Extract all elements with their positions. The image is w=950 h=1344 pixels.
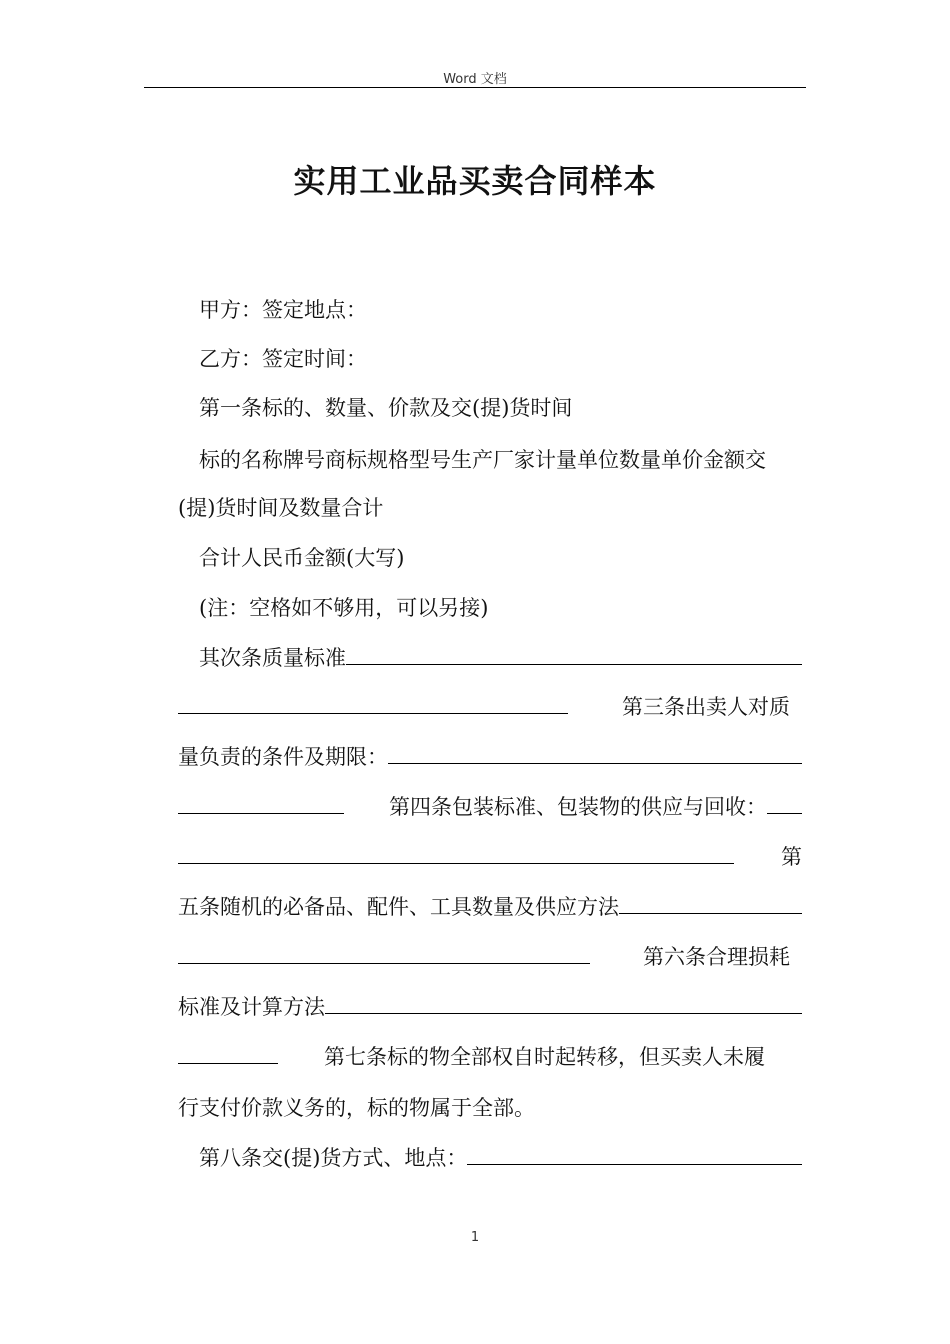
text: 标准及计算方法 [178,995,325,1019]
paragraph-article-6-cont [178,993,802,1021]
text: 标的名称牌号商标规格型号生产厂家计量单位数量单价金额交 [199,448,766,472]
blank-line [178,793,344,814]
blank-line [467,1144,802,1165]
text: 甲方：签定地点： [199,298,367,322]
text: 第六条合理损耗 [643,945,790,969]
text: (提)货时间及数量合计 [178,496,384,520]
paragraph-article-7-cont [178,1094,802,1122]
blank-line [325,993,802,1014]
paragraph-article-3-cont [178,743,802,771]
paragraph-article-4 [178,793,802,821]
text: 第七条标的物全部权自时起转移，但买卖人未履 [324,1045,765,1069]
paragraph-article-3 [178,693,802,721]
blank-line [388,743,802,764]
blank-line [178,693,568,714]
text: 其次条质量标准 [199,646,346,670]
text: 第八条交(提)货方式、地点： [199,1146,468,1170]
paragraph-party-a [199,296,802,324]
paragraph-article-8 [199,1144,802,1172]
blank-line [346,644,802,665]
text: 行支付价款义务的，标的物属于全部。 [178,1096,535,1120]
blank-line [178,943,590,964]
paragraph-article-5 [178,843,802,871]
text: 乙方：签定时间： [199,347,367,371]
blank-line [178,1043,278,1064]
paragraph-article-5-cont [178,893,802,921]
paragraph-article-6 [178,943,802,971]
document-title: 实用工业品买卖合同样本 [293,162,657,200]
paragraph-article-2 [199,644,802,672]
paragraph-note [199,594,802,622]
paragraph-total-amount [199,544,802,572]
blank-line [619,893,802,914]
text: 量负责的条件及期限： [178,745,388,769]
page-header: Word 文档 [443,72,507,87]
text: 第一条标的、数量、价款及交(提)货时间 [199,396,573,420]
text: 五条随机的必备品、配件、工具数量及供应方法 [178,895,619,919]
text: 合计人民币金额(大写) [199,546,405,570]
paragraph-article-7 [178,1043,802,1071]
blank-line [178,843,734,864]
text: (注：空格如不够用，可以另接) [199,596,489,620]
text: 第四条包装标准、包装物的供应与回收： [389,795,767,819]
paragraph-table-headers-cont [178,494,802,522]
page-number: 1 [470,1230,480,1245]
text: 第三条出卖人对质 [622,695,790,719]
paragraph-article-1 [199,394,802,422]
header-rule [144,87,806,88]
paragraph-table-headers [199,446,802,474]
blank-line [767,793,802,814]
text: 第 [781,845,802,869]
paragraph-party-b [199,345,802,373]
